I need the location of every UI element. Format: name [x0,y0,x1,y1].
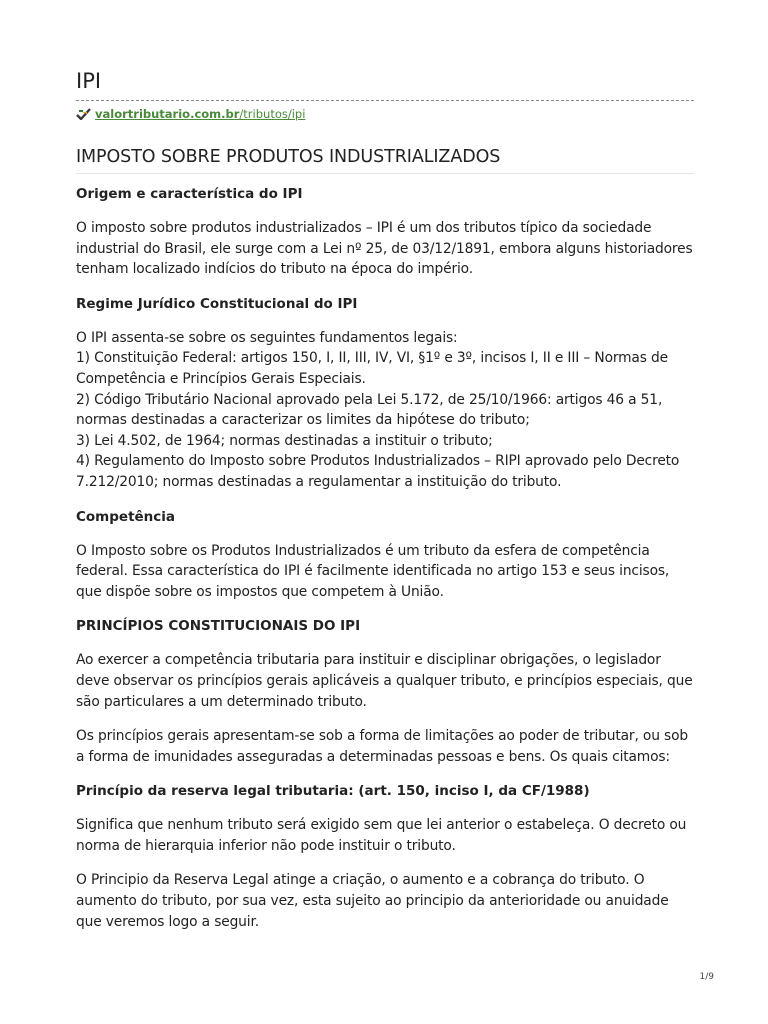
site-logo-icon [76,108,91,120]
paragraph: Os princípios gerais apresentam-se sob a forma de limitações ao poder de tributar, ou sob a forma de imunidades asseguradas a determinadas pessoas e bens. Os quais citamos: [76,728,688,765]
main-heading: IMPOSTO SOBRE PRODUTOS INDUSTRIALIZADOS [76,145,694,174]
title-divider [76,100,694,101]
list-line: 1) Constituição Federal: artigos 150, I, II, III, IV, VI, §1º e 3º, incisos I, II e III – Normas de Competência e Princípios Gerais Especiais. [76,350,668,387]
list-line: 4) Regulamento do Imposto sobre Produtos Industrializados – RIPI aprovado pelo Decreto 7.212/2010; normas destinadas a regulamentar a instituição do tributo. [76,453,680,490]
source-link[interactable] [76,105,694,123]
section-principios [76,616,694,767]
section-reserva-legal [76,781,694,932]
source-path[interactable]: /tributos/ipi [239,107,306,121]
paragraph: O Principio da Reserva Legal atinge a criação, o aumento e a cobrança do tributo. O aumento do tributo, por sua vez, esta sujeito ao principio da anterioridade ou anuidade que veremos logo a seguir. [76,872,669,930]
section-origem [76,184,694,280]
paragraph: Ao exercer a competência tributaria para instituir e disciplinar obrigações, o legislador deve observar os princípios gerais aplicáveis a qualquer tributo, e princípios especiais, que são particulares a um determinado tributo. [76,652,693,710]
source-domain[interactable]: valortributario.com.br [95,107,240,121]
section-heading: Origem e característica do IPI [76,186,303,202]
paragraph: Significa que nenhum tributo será exigido sem que lei anterior o estabeleça. O decreto ou norma de hierarquia inferior não pode instituir o tributo. [76,817,687,854]
section-heading: Regime Jurídico Constitucional do IPI [76,295,358,312]
paragraph: O imposto sobre produtos industrializados – IPI é um dos tributos típico da sociedade industrial do Brasil, ele surge com a Lei nº 25, de 03/12/1891, embora alguns historiadores tenham localizado indícios do tributo na época do império. [76,220,693,278]
document-title: IPI [76,69,102,93]
list-line: 3) Lei 4.502, de 1964; normas destinadas a instituir o tributo; [76,432,493,449]
document-page [76,66,694,932]
page-number: 1/9 [699,972,714,982]
list-line: O IPI assenta-se sobre os seguintes fundamentos legais: [76,329,458,346]
section-heading: PRINCÍPIOS CONSTITUCIONAIS DO IPI [76,618,361,635]
section-competencia [76,507,694,603]
paragraph: O Imposto sobre os Produtos Industrializados é um tributo da esfera de competência federal. Essa característica do IPI é facilmente identificada no artigo 153 e seus incisos, que dispõe sobre os impostos que competem à União. [76,542,670,600]
section-regime [76,294,694,493]
list-line: 2) Código Tributário Nacional aprovado pela Lei 5.172, de 25/10/1966: artigos 46 a 51, normas destinadas a caracterizar os limites da hipótese do tributo; [76,391,663,429]
paragraph [76,328,694,493]
section-heading: Princípio da reserva legal tributaria: (art. 150, inciso I, da CF/1988) [76,783,590,800]
section-heading: Competência [76,508,176,525]
